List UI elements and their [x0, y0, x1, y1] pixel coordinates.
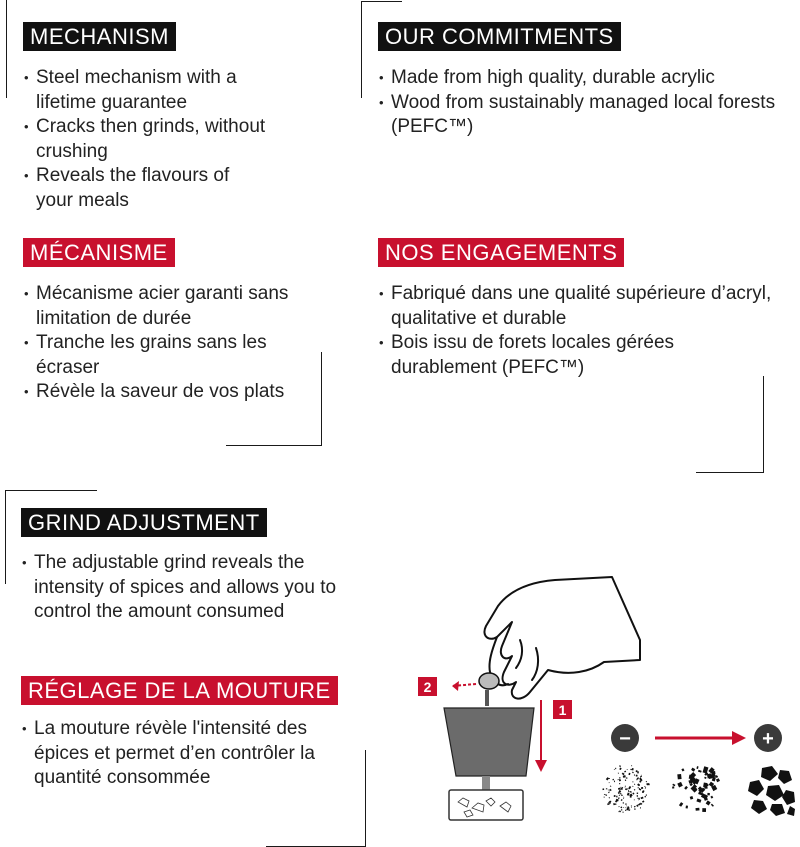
minus-symbol: −: [619, 728, 631, 750]
plus-icon: [754, 724, 782, 752]
grinder-knob: [479, 673, 499, 689]
step-2-indicator: [418, 677, 476, 696]
fine-grind-icon: [602, 765, 650, 813]
list-item: • Tranche les grains sans les écraser: [24, 331, 294, 380]
list-item: • Cracks then grinds, without crushing: [24, 115, 269, 164]
list-item: • Steel mechanism with a lifetime guarantee: [24, 66, 269, 115]
list-item: • Mécanisme acier garanti sans limitation de durée: [24, 282, 294, 331]
grind-heading: GRIND ADJUSTMENT: [21, 508, 267, 537]
list-item: • The adjustable grind reveals the intensity of spices and allows you to control the amount consumed: [22, 551, 362, 625]
step-1-indicator: [535, 700, 572, 772]
minus-icon: [611, 724, 639, 752]
commitments-heading: OUR COMMITMENTS: [378, 22, 621, 51]
mecanisme-heading: MÉCANISME: [23, 238, 175, 267]
reglage-heading: RÉGLAGE DE LA MOUTURE: [21, 676, 338, 705]
engagements-heading: NOS ENGAGEMENTS: [378, 238, 624, 267]
medium-grind-icon: [672, 766, 720, 812]
mechanism-heading: MECHANISM: [23, 22, 176, 51]
list-item: • Reveals the flavours of your meals: [24, 164, 269, 213]
list-item: • Révèle la saveur de vos plats: [24, 380, 294, 405]
coarse-grind-icon: [748, 766, 795, 816]
hand-icon: [484, 577, 640, 699]
list-item: • Fabriqué dans une qualité supérieure d’acryl, qualitative et durable: [379, 282, 779, 331]
grinder-icon: [444, 690, 534, 820]
list-item: • Bois issu de forets locales gérées durablement (PEFC™): [379, 331, 779, 380]
step-2-label: 2: [423, 679, 432, 695]
coarseness-arrow-icon: [655, 731, 746, 745]
list-item: • Made from high quality, durable acrylic: [379, 66, 779, 91]
step-1-label: 1: [558, 702, 567, 718]
plus-symbol: +: [762, 728, 774, 750]
list-item: • La mouture révèle l'intensité des épices et permet d’en contrôler la quantité consommée: [22, 717, 367, 791]
list-item: • Wood from sustainably managed local forests (PEFC™): [379, 91, 779, 140]
